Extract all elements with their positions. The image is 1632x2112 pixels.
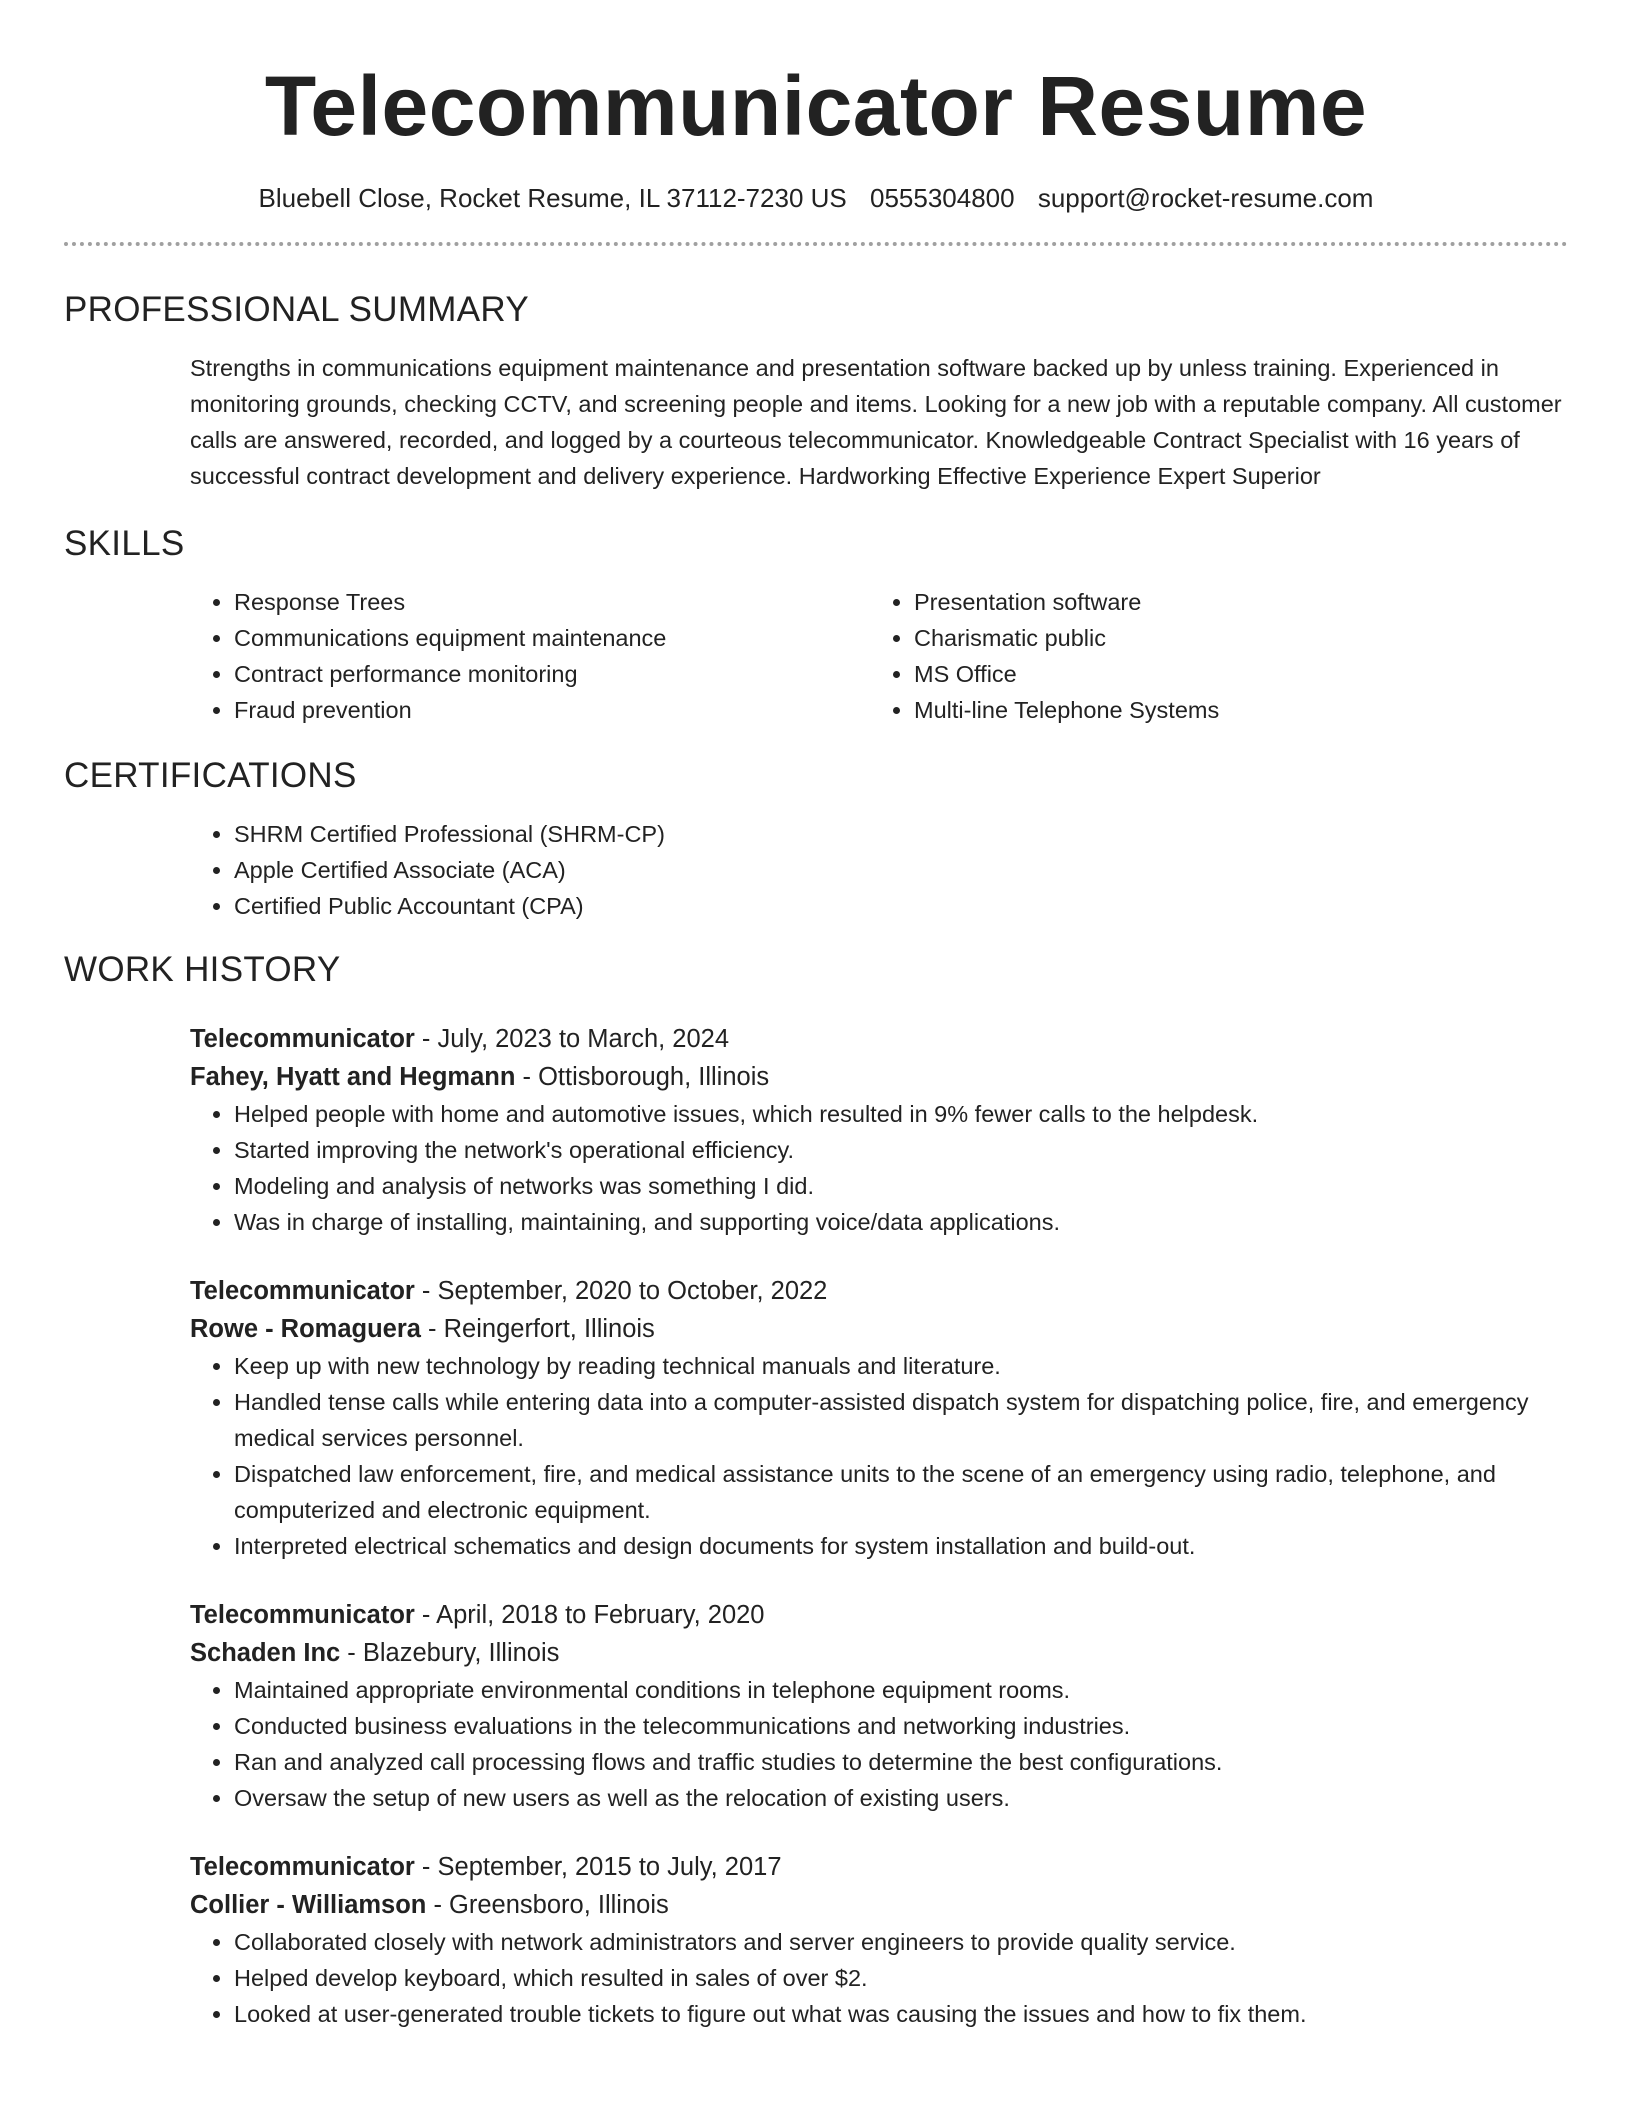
job-company: Fahey, Hyatt and Hegmann [190,1063,516,1091]
contact-line [64,180,1568,216]
skills-columns [190,584,1568,728]
job-bullets [190,1096,1568,1240]
job-location: - Ottisborough, Illinois [515,1063,770,1091]
summary-heading: PROFESSIONAL SUMMARY [64,290,529,329]
job-company-line [190,1058,1568,1096]
skill-item: • Contract performance monitoring [234,656,870,692]
job-bullet: • Maintained appropriate environmental conditions in telephone equipment rooms. [234,1672,1568,1708]
job-bullet: • Helped develop keyboard, which resulted in sales of over $2. [234,1960,1568,1996]
job-bullet: • Oversaw the setup of new users as well as the relocation of existing users. [234,1780,1568,1816]
resume-title: Telecommunicator Resume [264,59,1368,153]
skills-heading: SKILLS [64,524,185,563]
job-bullet: • Helped people with home and automotive issues, which resulted in 9% fewer calls to the helpdesk. [234,1096,1568,1132]
skills-list-left [190,584,870,728]
contact-email: support@rocket-resume.com [1037,183,1374,213]
certifications-heading: CERTIFICATIONS [64,756,357,795]
work-history-heading: WORK HISTORY [64,950,341,989]
job-bullet: • Conducted business evaluations in the telecommunications and networking industries. [234,1708,1568,1744]
job-company: Schaden Inc [190,1639,341,1667]
job-entry [190,1020,1568,1240]
job-entry [190,1848,1568,2032]
job-bullets [190,1672,1568,1816]
skill-item: • Response Trees [234,584,870,620]
certification-item: • SHRM Certified Professional (SHRM-CP) [234,816,1568,852]
job-title: Telecommunicator [190,1601,415,1629]
job-bullet: • Keep up with new technology by reading technical manuals and literature. [234,1348,1568,1384]
job-title-line [190,1020,1568,1058]
job-title: Telecommunicator [190,1025,415,1053]
job-bullet: • Looked at user-generated trouble tickets to figure out what was causing the issues and how to fix them. [234,1996,1568,2032]
summary-text: Strengths in communications equipment maintenance and presentation software backed up by unless training. Experienced in monitoring grounds, checking CCTV, and screening people and items. Looking for a new job with a reputable company. All customer calls are answered, recorded, and logged by a courteous telecommunicator. Knowledgeable Contract Specialist with 16 years of successful contract development and delivery experience. Hardworking Effective Experience Expert Superior [190,355,1562,489]
certifications-block [190,816,1568,924]
job-location: - Blazebury, Illinois [340,1639,560,1667]
job-dates: - September, 2020 to October, 2022 [414,1277,828,1305]
job-location: - Reingerfort, Illinois [420,1315,655,1343]
job-bullet: • Started improving the network's operational efficiency. [234,1132,1568,1168]
job-bullet: • Modeling and analysis of networks was something I did. [234,1168,1568,1204]
job-company-line [190,1310,1568,1348]
job-dates: - July, 2023 to March, 2024 [414,1025,730,1053]
job-company: Collier - Williamson [190,1891,427,1919]
job-bullet: • Dispatched law enforcement, fire, and medical assistance units to the scene of an emergency using radio, telephone, and computerized and electronic equipment. [234,1456,1568,1528]
job-title: Telecommunicator [190,1853,415,1881]
skill-item: • Presentation software [914,584,1550,620]
job-title-line [190,1596,1568,1634]
job-company-line [190,1886,1568,1924]
job-location: - Greensboro, Illinois [426,1891,669,1919]
skills-column-left [190,584,870,728]
job-title: Telecommunicator [190,1277,415,1305]
job-bullet: • Was in charge of installing, maintaining, and supporting voice/data applications. [234,1204,1568,1240]
job-dates: - September, 2015 to July, 2017 [414,1853,782,1881]
job-title-line [190,1848,1568,1886]
job-bullet: • Interpreted electrical schematics and design documents for system installation and build-out. [234,1528,1568,1564]
job-title-line [190,1272,1568,1310]
job-bullet: • Ran and analyzed call processing flows and traffic studies to determine the best configurations. [234,1744,1568,1780]
job-bullet: • Collaborated closely with network administrators and server engineers to provide quality service. [234,1924,1568,1960]
skills-column-right [870,584,1550,728]
skill-item: • Charismatic public [914,620,1550,656]
skill-item: • Fraud prevention [234,692,870,728]
skill-item: • MS Office [914,656,1550,692]
certification-item: • Certified Public Accountant (CPA) [234,888,1568,924]
certification-item: • Apple Certified Associate (ACA) [234,852,1568,888]
job-bullets [190,1924,1568,2032]
skill-item: • Multi-line Telephone Systems [914,692,1550,728]
resume-page [64,0,1568,2112]
job-entry [190,1272,1568,1564]
job-dates: - April, 2018 to February, 2020 [414,1601,765,1629]
certifications-list [190,816,1568,924]
job-company: Rowe - Romaguera [190,1315,421,1343]
job-company-line [190,1634,1568,1672]
skill-item: • Communications equipment maintenance [234,620,870,656]
contact-phone: 0555304800 [869,183,1015,213]
job-entry [190,1596,1568,1816]
skills-list-right [870,584,1550,728]
job-bullets [190,1348,1568,1564]
header-divider [64,242,1568,246]
job-bullet: • Handled tense calls while entering data into a computer-assisted dispatch system for dispatching police, fire, and emergency medical services personnel. [234,1384,1568,1456]
contact-address: Bluebell Close, Rocket Resume, IL 37112-7230 US [258,183,847,213]
